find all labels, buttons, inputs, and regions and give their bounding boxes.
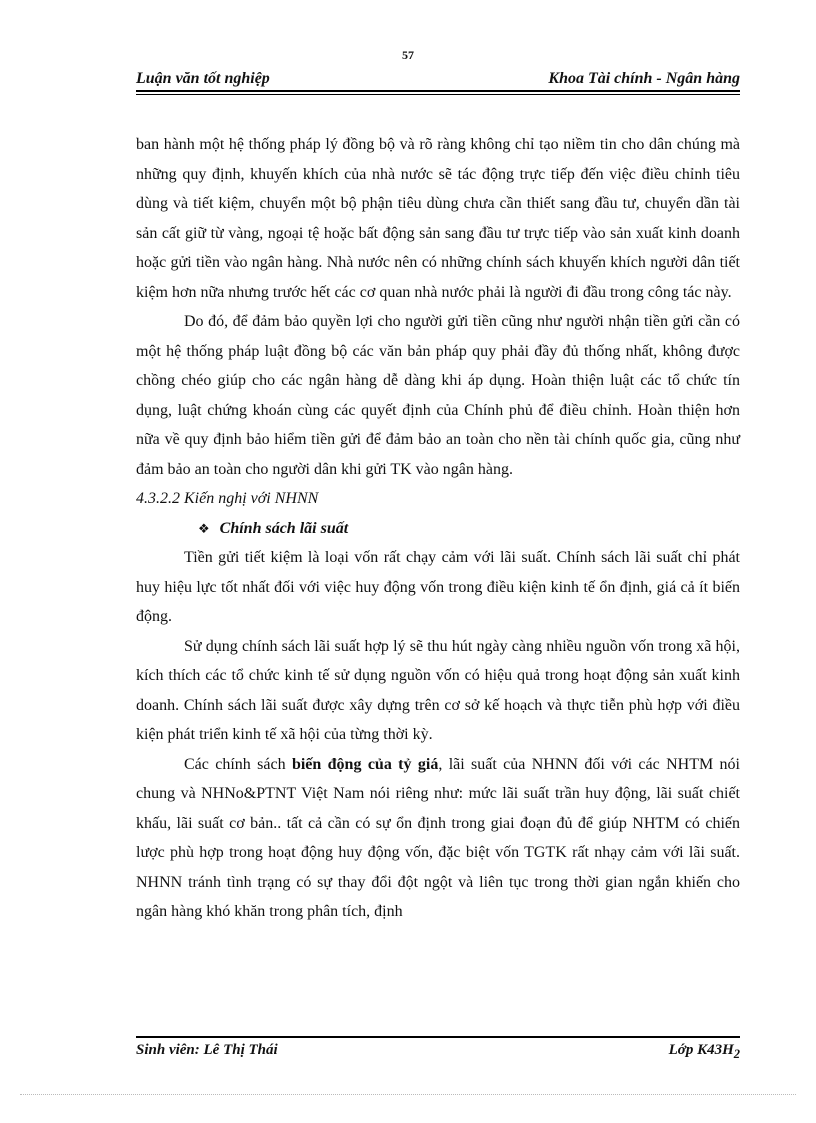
- page-header: [136, 68, 740, 92]
- page-footer: [136, 1036, 740, 1066]
- footer-rule: [136, 1036, 740, 1038]
- paragraph-interest-sensitivity: Tiền gửi tiết kiệm là loại vốn rất chạy cảm với lãi suất. Chính sách lãi suất chỉ phát huy hiệu lực tốt nhất đối với việc huy động vốn trong điều kiện kinh tế ổn định, giá cả ít biến động.: [136, 549, 740, 625]
- paragraph-exchange-rate-start: Các chính sách: [184, 755, 292, 773]
- page-bottom-dotted-line: [20, 1094, 796, 1095]
- document-body: [136, 130, 740, 927]
- footer-class-main: Lớp K43H: [668, 1042, 734, 1058]
- paragraph-exchange-rate: [136, 750, 740, 927]
- header-faculty-label: Khoa Tài chính - Ngân hàng: [548, 70, 740, 87]
- footer-class: [669, 1042, 740, 1062]
- paragraph-legal-system: ban hành một hệ thống pháp lý đồng bộ và rõ ràng không chỉ tạo niềm tin cho dân chúng mà những quy định, khuyến khích của nhà nước sẽ tác động trực tiếp đến việc điều chỉnh tiêu dùng và tiết kiệm, chuyển một bộ phận tiêu dùng chưa cần thiết sang đầu tư, chuyển dần tài sản cất giữ từ vàng, ngoại tệ hoặc bất động sản sang đầu tư trực tiếp vào sản xuất kinh doanh hoặc gửi tiền vào ngân hàng. Nhà nước nên có những chính sách khuyến khích người dân tiết kiệm hơn nữa nhưng trước hết các cơ quan nhà nước phải là người đi đầu trong công tác này.: [136, 136, 740, 301]
- footer-class-subscript: 2: [733, 1047, 740, 1061]
- page-number: 57: [402, 48, 414, 62]
- header-rule-thick: [136, 90, 740, 92]
- subsection-heading: 4.3.2.2 Kiến nghị với NHNN: [136, 490, 319, 507]
- bullet-heading-text: Chính sách lãi suất: [219, 519, 349, 537]
- header-thesis-label: Luận văn tốt nghiệp: [136, 70, 270, 87]
- paragraph-depositor-rights: Do đó, để đảm bảo quyền lợi cho người gửi tiền cũng như người nhận tiền gửi cần có một hệ thống pháp luật đồng bộ các văn bản pháp quy phải đầy đủ thống nhất, không được chồng chéo giúp cho các ngân hàng dễ dàng khi áp dụng. Hoàn thiện luật các tổ chức tín dụng, luật chứng khoán cùng các quyết định của Chính phủ để điều chỉnh. Hoàn thiện hơn nữa về quy định bảo hiểm tiền gửi để đảm bảo an toàn cho nền tài chính quốc gia, cũng như đảm bảo an toàn cho người dân khi gửi TK vào ngân hàng.: [136, 313, 740, 478]
- diamond-bullet-icon: ❖: [198, 520, 210, 536]
- paragraph-exchange-rate-bold: biến động của tỷ giá: [291, 755, 439, 773]
- header-rule-thin: [136, 94, 740, 95]
- paragraph-interest-policy: Sử dụng chính sách lãi suất hợp lý sẽ thu hút ngày càng nhiều nguồn vốn trong xã hội, kích thích các tổ chức kinh tế sử dụng nguồn vốn có hiệu quả trong hoạt động sản xuất kinh doanh. Chính sách lãi suất được xây dựng trên cơ sở kế hoạch và thực tiễn phù hợp với điều kiện phát triển kinh tế xã hội của từng thời kỳ.: [136, 637, 740, 743]
- bullet-heading: [198, 514, 740, 544]
- paragraph-exchange-rate-rest: , lãi suất của NHNN đối với các NHTM nói chung và NHNo&PTNT Việt Nam nói riêng như: mức lãi suất trần huy động, lãi suất chiết khấu, lãi suất cơ bản.. tất cả cần có sự ổn định trong giai đoạn đủ để giúp NHTM có chiến lược phù hợp trong hoạt động huy động vốn, đặc biệt vốn TGTK rất nhạy cảm với lãi suất. NHNN tránh tình trạng có sự thay đổi đột ngột và liên tục trong thời gian ngắn khiến cho ngân hàng khó khăn trong phân tích, định: [136, 755, 740, 920]
- footer-student-name: Sinh viên: Lê Thị Thái: [136, 1042, 278, 1058]
